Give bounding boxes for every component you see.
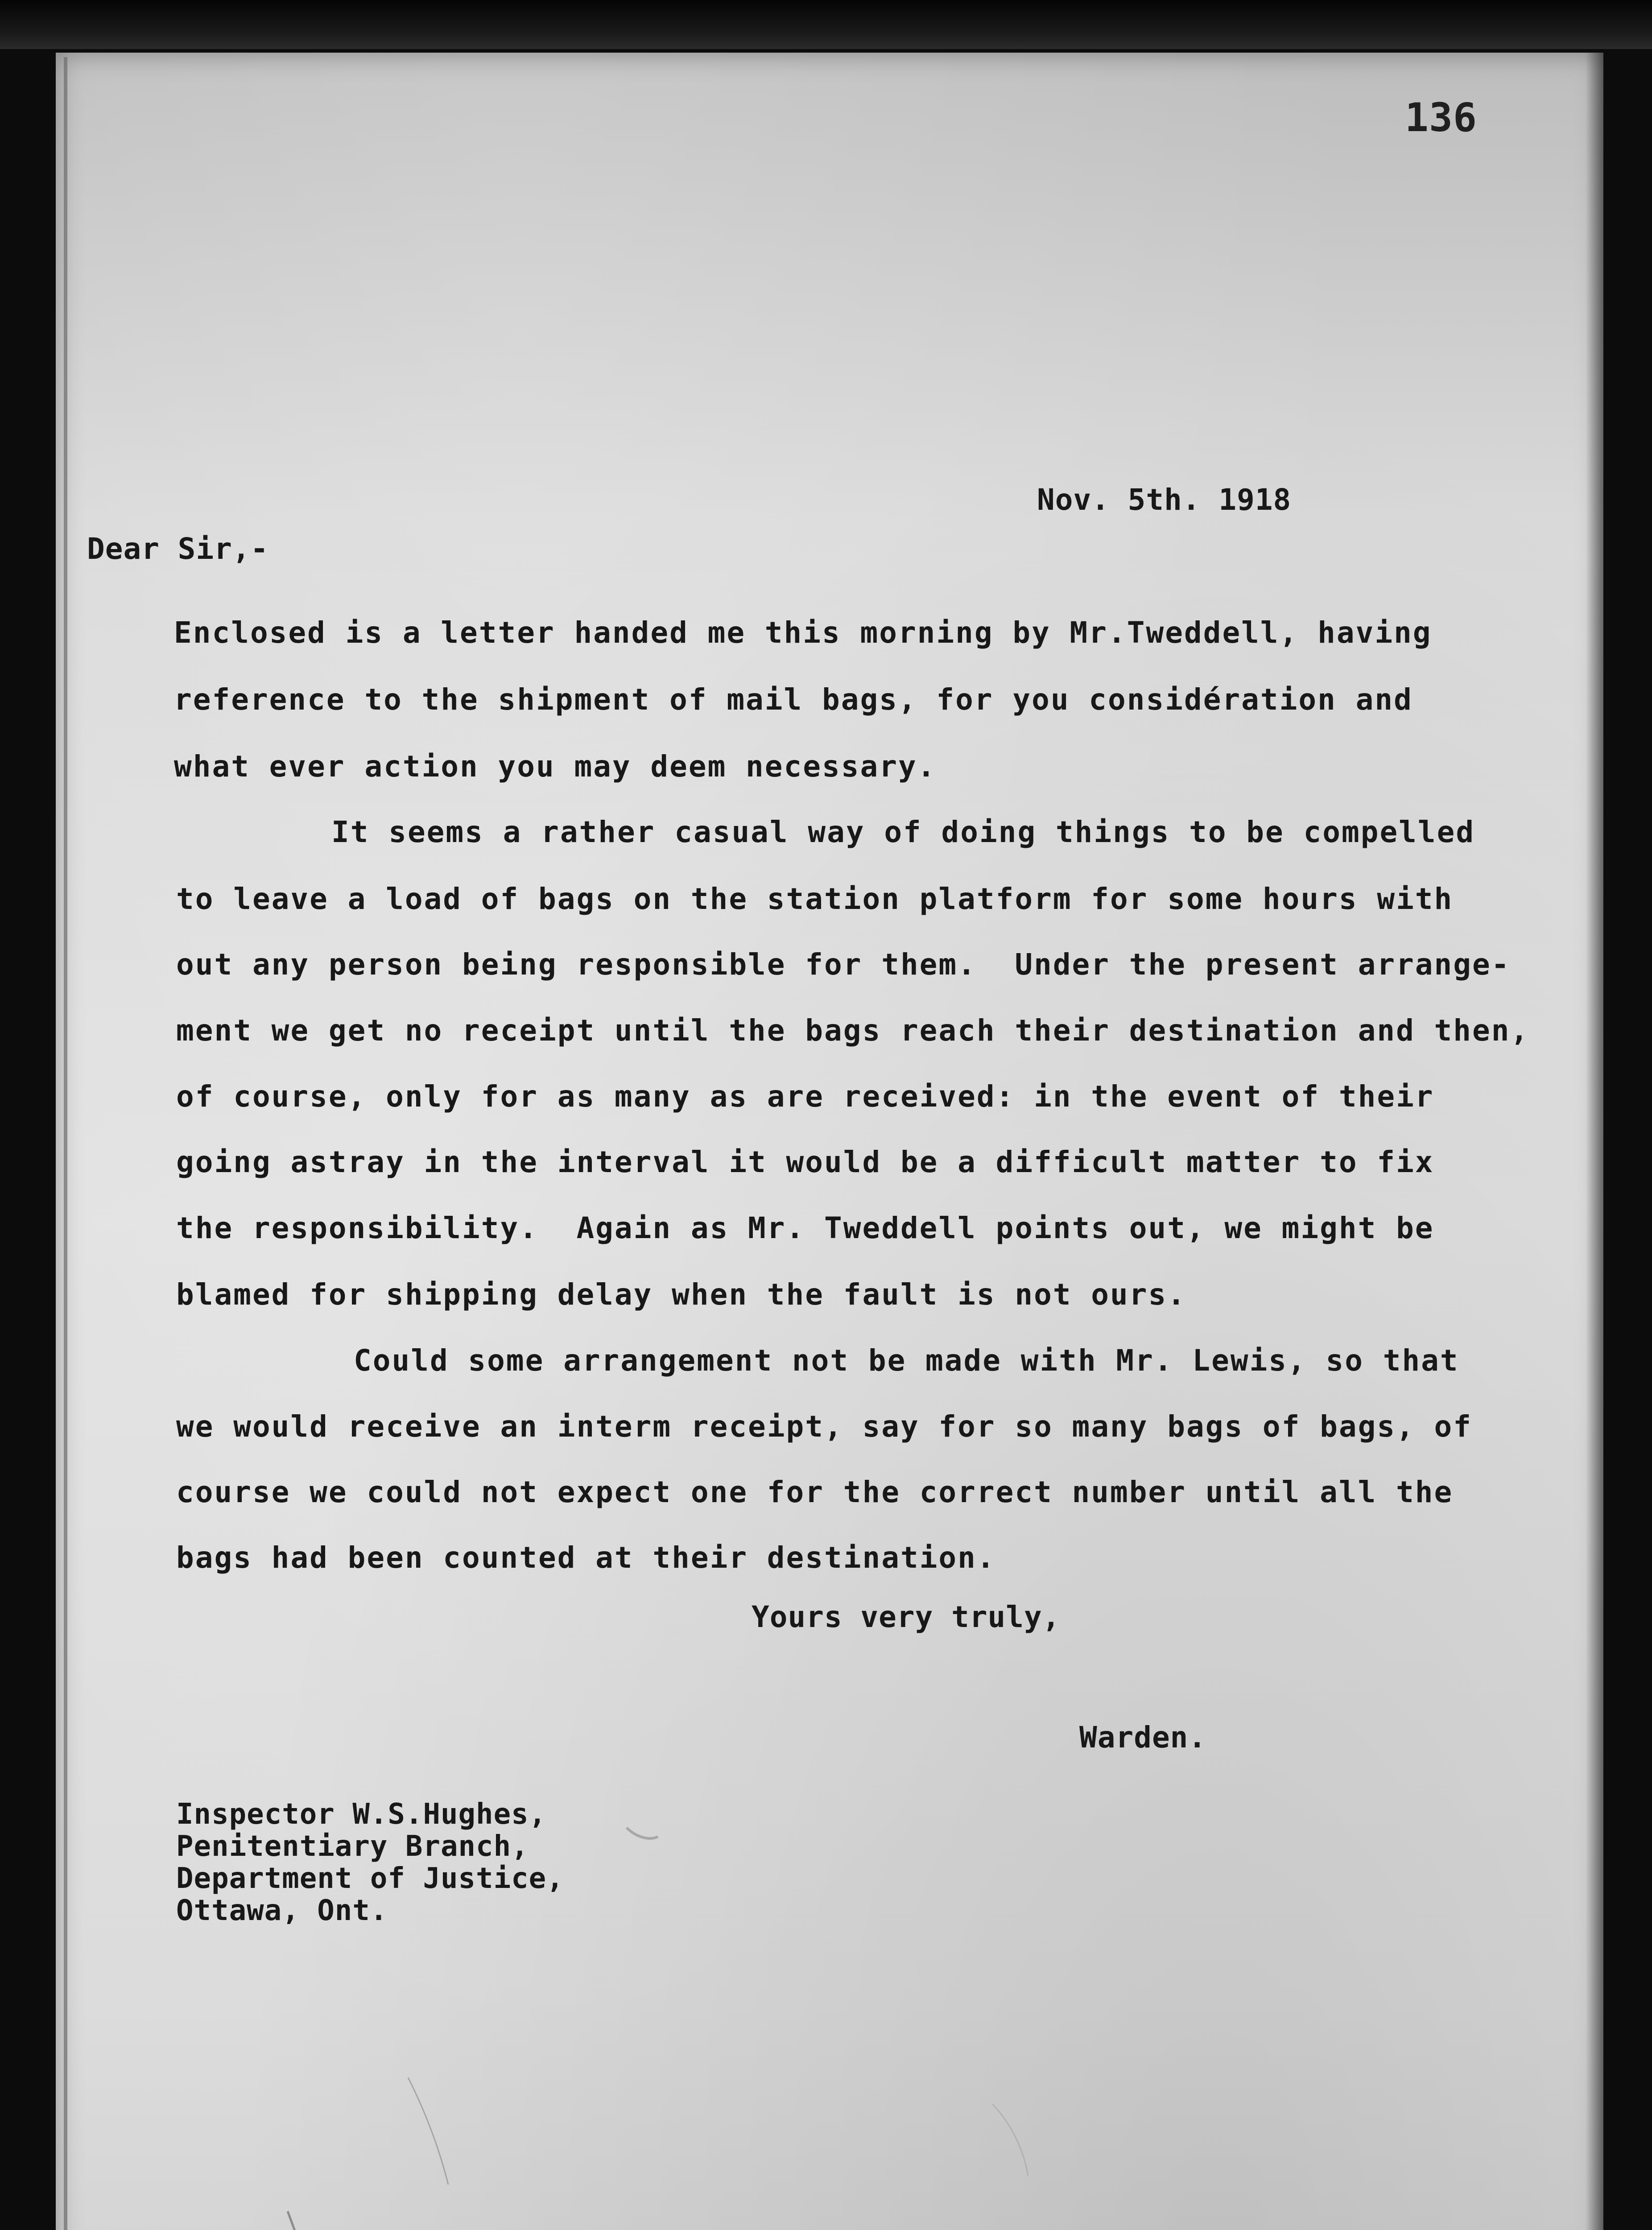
paragraph-line: It seems a rather casual way of doing things to be compelled	[331, 815, 1475, 849]
signature-title: Warden.	[1079, 1720, 1207, 1755]
address-line: Penitentiary Branch,	[176, 1830, 529, 1863]
closing: Yours very truly,	[752, 1600, 1061, 1634]
film-edge-top	[0, 0, 1652, 49]
paragraph-line: what ever action you may deem necessary.	[174, 749, 937, 784]
paragraph-line: out any person being responsible for them. Under the present arrange-	[176, 947, 1511, 982]
paragraph-line: Could some arrangement not be made with Mr. Lewis, so that	[354, 1343, 1459, 1378]
page-left-border	[64, 57, 67, 2230]
page-right-shadow	[1586, 53, 1603, 2230]
paragraph-line: to leave a load of bags on the station platform for some hours with	[176, 882, 1454, 916]
address-line: Inspector W.S.Hughes,	[176, 1798, 547, 1831]
paragraph-line: blamed for shipping delay when the fault is not ours.	[176, 1277, 1186, 1312]
paragraph-line: reference to the shipment of mail bags, for you considération and	[174, 682, 1413, 717]
address-line: Department of Justice,	[176, 1862, 564, 1895]
paragraph-line: ment we get no receipt until the bags reach their destination and then,	[176, 1013, 1530, 1048]
paragraph-line: the responsibility. Again as Mr. Tweddell points out, we might be	[176, 1211, 1434, 1245]
letter-page	[56, 53, 1603, 2230]
paragraph-line: we would receive an interm receipt, say for so many bags of bags, of	[176, 1409, 1473, 1444]
paragraph-line: Enclosed is a letter handed me this morning by Mr.Tweddell, having	[174, 615, 1432, 650]
page-number: 136	[1405, 95, 1477, 140]
salutation: Dear Sir,-	[87, 532, 269, 566]
paragraph-line: of course, only for as many as are received: in the event of their	[176, 1079, 1434, 1114]
paragraph-line: course we could not expect one for the correct number until all the	[176, 1475, 1454, 1509]
letter-date: Nov. 5th. 1918	[1037, 483, 1292, 517]
paragraph-line: going astray in the interval it would be a difficult matter to fix	[176, 1145, 1434, 1179]
paragraph-line: bags had been counted at their destination.	[176, 1540, 996, 1575]
address-line: Ottawa, Ont.	[176, 1894, 388, 1927]
